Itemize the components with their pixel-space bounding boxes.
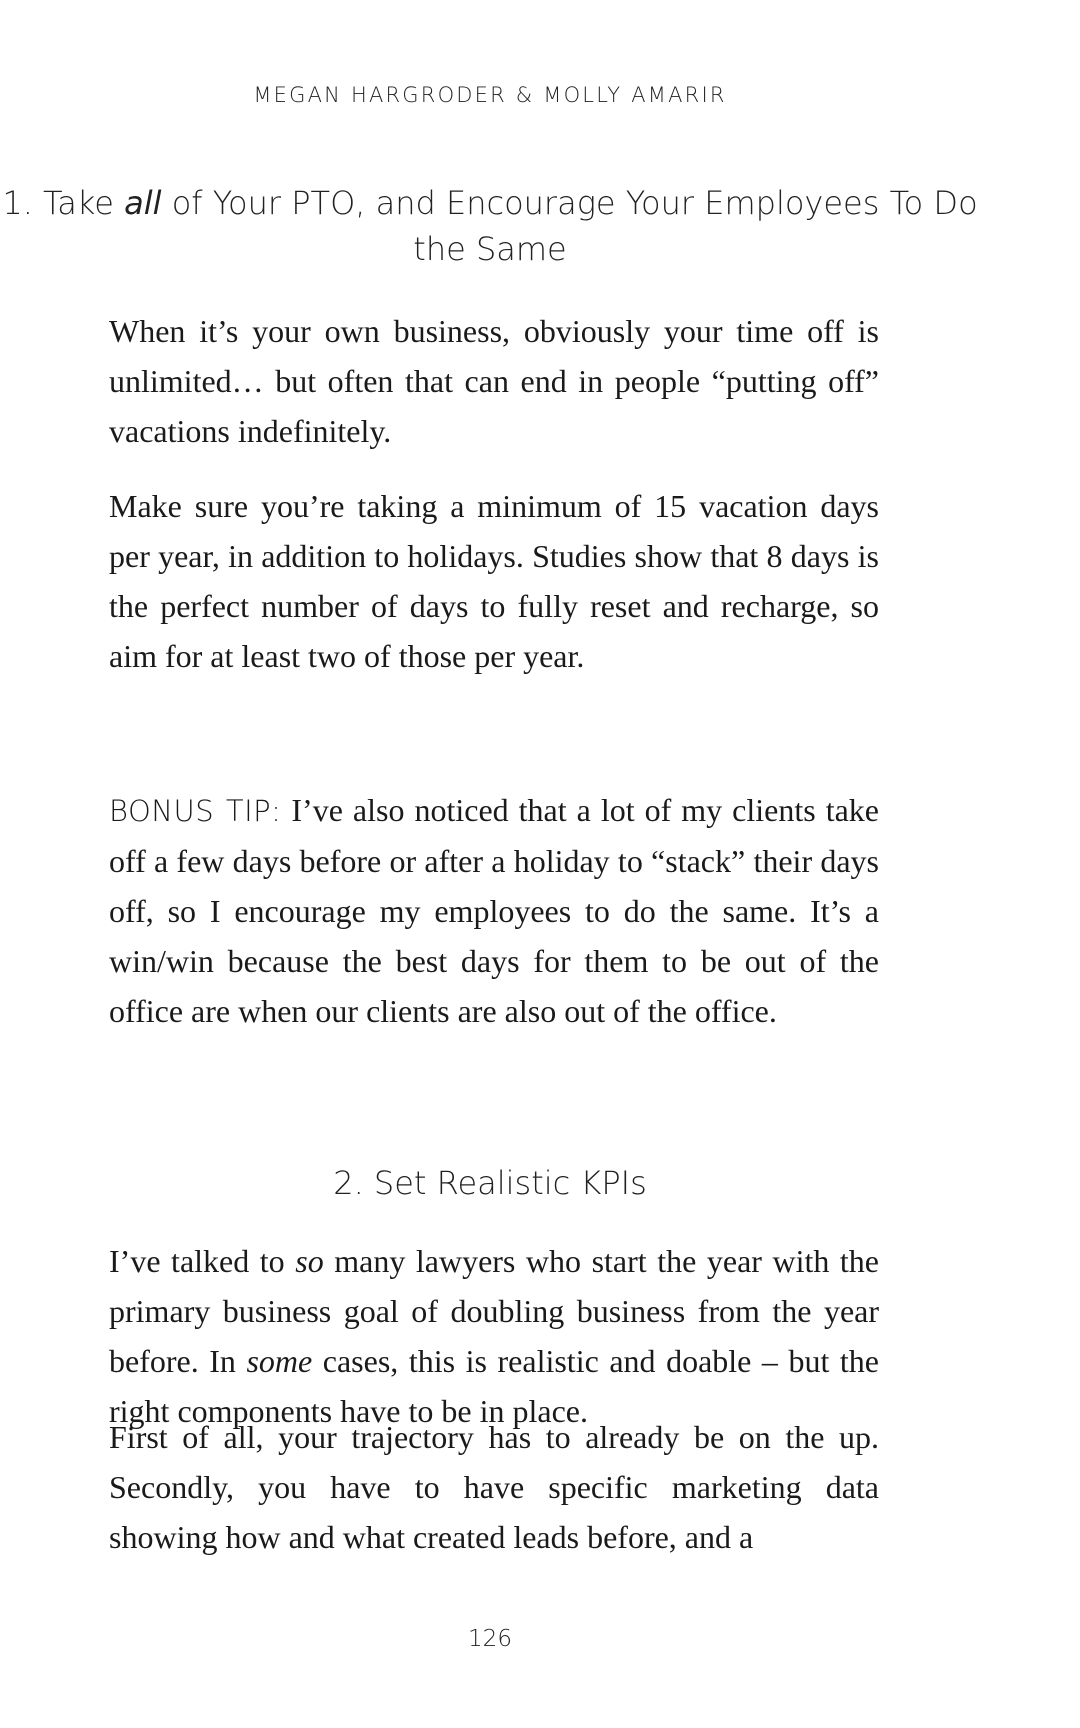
heading-text-pre: 1. Take bbox=[2, 184, 125, 222]
paragraph-vacation-days: Make sure you’re taking a minimum of 15 vacation days per year, in addition to holidays. Studies show that 8 days is the perfect number of days to fully reset and recharge, so aim for at least two of those per year. bbox=[109, 488, 879, 674]
para-emphasis-some: some bbox=[246, 1343, 313, 1379]
heading-text-emphasis: all bbox=[124, 184, 162, 222]
para-text-c: cases, this is realistic and doable – but the right components have to be in place. bbox=[109, 1343, 880, 1429]
para-emphasis-so: so bbox=[295, 1243, 324, 1279]
section-heading-kpis: 2. Set Realistic KPIs bbox=[333, 1164, 647, 1202]
section-heading-pto bbox=[0, 180, 980, 272]
paragraph-bonus-tip bbox=[109, 785, 879, 1036]
running-head: MEGAN HARGRODER & MOLLY AMARIR bbox=[253, 83, 727, 107]
para-text-a: I’ve talked to bbox=[109, 1243, 296, 1279]
heading-text-post: of Your PTO, and Encourage Your Employees To Do the Same bbox=[161, 184, 978, 268]
bonus-tip-text: I’ve also noticed that a lot of my clients take off a few days before or after a holiday to “stack” their days off, so I encourage my employees to do the same. It’s a win/win because the best days for them to be out of the office are when our clients are also out of the office. bbox=[109, 792, 879, 1029]
bonus-tip-label: BONUS TIP: bbox=[109, 794, 282, 828]
page-number: 126 bbox=[468, 1626, 512, 1652]
paragraph-trajectory: First of all, your trajectory has to already be on the up. Secondly, you have to have specific marketing data showing how and what created leads before, and a bbox=[109, 1419, 879, 1555]
para-text-b: many lawyers who start the year with the primary business goal of doubling business from the year before. In bbox=[109, 1243, 880, 1379]
paragraph-doubling-business bbox=[109, 1236, 879, 1436]
paragraph-time-off: When it’s your own business, obviously your time off is unlimited… but often that can end in people “putting off” vacations indefinitely. bbox=[109, 313, 879, 449]
